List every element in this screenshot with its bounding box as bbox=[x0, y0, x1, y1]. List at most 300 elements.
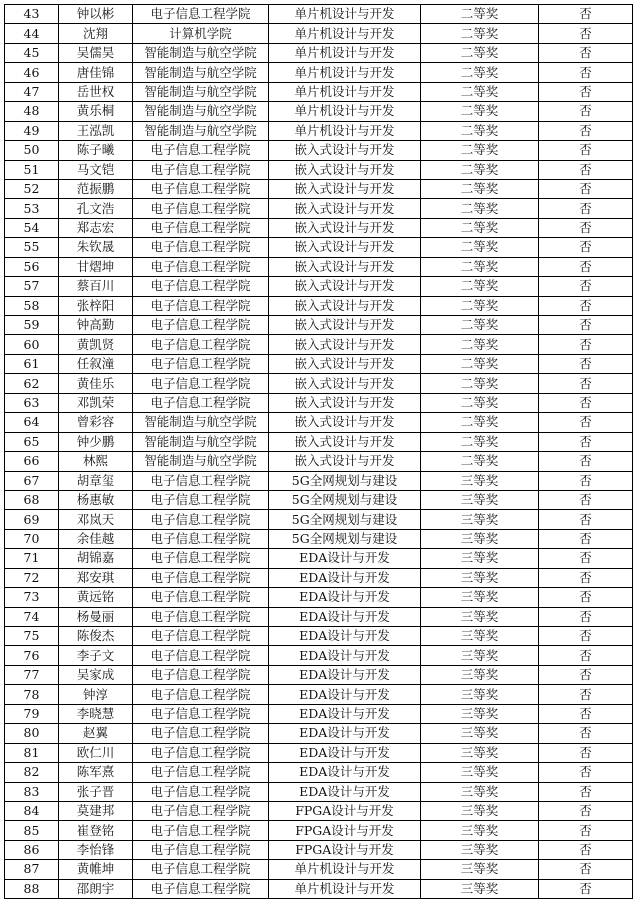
row-number: 79 bbox=[5, 704, 59, 723]
college-name: 电子信息工程学院 bbox=[133, 588, 269, 607]
award-level: 二等奖 bbox=[421, 257, 539, 276]
student-name: 黄佳乐 bbox=[59, 374, 133, 393]
student-name: 陈军熹 bbox=[59, 763, 133, 782]
table-row bbox=[5, 452, 633, 471]
award-level: 二等奖 bbox=[421, 432, 539, 451]
award-level: 二等奖 bbox=[421, 199, 539, 218]
student-name: 吴家成 bbox=[59, 665, 133, 684]
award-level: 三等奖 bbox=[421, 607, 539, 626]
competition-project: EDA设计与开发 bbox=[269, 724, 421, 743]
table-row bbox=[5, 413, 633, 432]
flag-value: 否 bbox=[539, 763, 633, 782]
flag-value: 否 bbox=[539, 801, 633, 820]
student-name: 钟少鹏 bbox=[59, 432, 133, 451]
award-level: 三等奖 bbox=[421, 763, 539, 782]
award-level: 二等奖 bbox=[421, 63, 539, 82]
award-level: 二等奖 bbox=[421, 335, 539, 354]
student-name: 黄乐桐 bbox=[59, 102, 133, 121]
college-name: 电子信息工程学院 bbox=[133, 840, 269, 859]
college-name: 智能制造与航空学院 bbox=[133, 82, 269, 101]
row-number: 82 bbox=[5, 763, 59, 782]
award-level: 二等奖 bbox=[421, 43, 539, 62]
row-number: 71 bbox=[5, 549, 59, 568]
college-name: 电子信息工程学院 bbox=[133, 354, 269, 373]
award-level: 二等奖 bbox=[421, 296, 539, 315]
competition-project: 单片机设计与开发 bbox=[269, 24, 421, 43]
student-name: 余佳越 bbox=[59, 529, 133, 548]
college-name: 智能制造与航空学院 bbox=[133, 432, 269, 451]
award-level: 二等奖 bbox=[421, 82, 539, 101]
student-name: 杨曼丽 bbox=[59, 607, 133, 626]
award-table-body bbox=[5, 5, 633, 899]
flag-value: 否 bbox=[539, 490, 633, 509]
row-number: 81 bbox=[5, 743, 59, 762]
college-name: 电子信息工程学院 bbox=[133, 510, 269, 529]
table-row bbox=[5, 296, 633, 315]
competition-project: 嵌入式设计与开发 bbox=[269, 393, 421, 412]
competition-project: EDA设计与开发 bbox=[269, 607, 421, 626]
row-number: 55 bbox=[5, 238, 59, 257]
college-name: 电子信息工程学院 bbox=[133, 141, 269, 160]
college-name: 智能制造与航空学院 bbox=[133, 102, 269, 121]
award-level: 二等奖 bbox=[421, 24, 539, 43]
student-name: 沈翔 bbox=[59, 24, 133, 43]
flag-value: 否 bbox=[539, 354, 633, 373]
competition-project: 嵌入式设计与开发 bbox=[269, 257, 421, 276]
row-number: 88 bbox=[5, 879, 59, 898]
table-row bbox=[5, 588, 633, 607]
table-row bbox=[5, 5, 633, 24]
table-row bbox=[5, 335, 633, 354]
row-number: 86 bbox=[5, 840, 59, 859]
award-level: 二等奖 bbox=[421, 238, 539, 257]
table-row bbox=[5, 607, 633, 626]
row-number: 62 bbox=[5, 374, 59, 393]
row-number: 64 bbox=[5, 413, 59, 432]
college-name: 电子信息工程学院 bbox=[133, 549, 269, 568]
flag-value: 否 bbox=[539, 179, 633, 198]
award-level: 三等奖 bbox=[421, 471, 539, 490]
flag-value: 否 bbox=[539, 724, 633, 743]
flag-value: 否 bbox=[539, 5, 633, 24]
row-number: 74 bbox=[5, 607, 59, 626]
college-name: 电子信息工程学院 bbox=[133, 277, 269, 296]
student-name: 朱钦晟 bbox=[59, 238, 133, 257]
row-number: 57 bbox=[5, 277, 59, 296]
row-number: 69 bbox=[5, 510, 59, 529]
row-number: 51 bbox=[5, 160, 59, 179]
flag-value: 否 bbox=[539, 860, 633, 879]
competition-project: 单片机设计与开发 bbox=[269, 121, 421, 140]
table-row bbox=[5, 704, 633, 723]
row-number: 73 bbox=[5, 588, 59, 607]
row-number: 63 bbox=[5, 393, 59, 412]
college-name: 电子信息工程学院 bbox=[133, 199, 269, 218]
college-name: 电子信息工程学院 bbox=[133, 238, 269, 257]
award-level: 三等奖 bbox=[421, 801, 539, 820]
student-name: 吴儒昊 bbox=[59, 43, 133, 62]
college-name: 电子信息工程学院 bbox=[133, 665, 269, 684]
competition-project: 单片机设计与开发 bbox=[269, 82, 421, 101]
student-name: 张梓阳 bbox=[59, 296, 133, 315]
flag-value: 否 bbox=[539, 82, 633, 101]
flag-value: 否 bbox=[539, 840, 633, 859]
flag-value: 否 bbox=[539, 63, 633, 82]
award-level: 三等奖 bbox=[421, 821, 539, 840]
student-name: 邓凯荣 bbox=[59, 393, 133, 412]
college-name: 电子信息工程学院 bbox=[133, 646, 269, 665]
award-level: 三等奖 bbox=[421, 743, 539, 762]
flag-value: 否 bbox=[539, 296, 633, 315]
competition-project: 嵌入式设计与开发 bbox=[269, 432, 421, 451]
award-table bbox=[4, 4, 633, 899]
award-level: 三等奖 bbox=[421, 588, 539, 607]
award-level: 三等奖 bbox=[421, 879, 539, 898]
award-level: 二等奖 bbox=[421, 5, 539, 24]
college-name: 电子信息工程学院 bbox=[133, 607, 269, 626]
flag-value: 否 bbox=[539, 452, 633, 471]
award-level: 三等奖 bbox=[421, 490, 539, 509]
college-name: 电子信息工程学院 bbox=[133, 393, 269, 412]
student-name: 黄凯贤 bbox=[59, 335, 133, 354]
row-number: 53 bbox=[5, 199, 59, 218]
row-number: 48 bbox=[5, 102, 59, 121]
competition-project: 嵌入式设计与开发 bbox=[269, 199, 421, 218]
row-number: 70 bbox=[5, 529, 59, 548]
competition-project: 单片机设计与开发 bbox=[269, 5, 421, 24]
student-name: 崔登铭 bbox=[59, 821, 133, 840]
flag-value: 否 bbox=[539, 529, 633, 548]
college-name: 电子信息工程学院 bbox=[133, 316, 269, 335]
table-row bbox=[5, 374, 633, 393]
college-name: 电子信息工程学院 bbox=[133, 490, 269, 509]
flag-value: 否 bbox=[539, 743, 633, 762]
row-number: 77 bbox=[5, 665, 59, 684]
flag-value: 否 bbox=[539, 141, 633, 160]
award-level: 二等奖 bbox=[421, 160, 539, 179]
row-number: 85 bbox=[5, 821, 59, 840]
student-name: 钟高勤 bbox=[59, 316, 133, 335]
row-number: 68 bbox=[5, 490, 59, 509]
flag-value: 否 bbox=[539, 627, 633, 646]
competition-project: 5G全网规划与建设 bbox=[269, 490, 421, 509]
student-name: 郑安琪 bbox=[59, 568, 133, 587]
student-name: 邓岚天 bbox=[59, 510, 133, 529]
table-row bbox=[5, 490, 633, 509]
flag-value: 否 bbox=[539, 218, 633, 237]
competition-project: EDA设计与开发 bbox=[269, 763, 421, 782]
row-number: 87 bbox=[5, 860, 59, 879]
student-name: 黄远铭 bbox=[59, 588, 133, 607]
row-number: 65 bbox=[5, 432, 59, 451]
row-number: 60 bbox=[5, 335, 59, 354]
table-row bbox=[5, 685, 633, 704]
college-name: 智能制造与航空学院 bbox=[133, 413, 269, 432]
flag-value: 否 bbox=[539, 588, 633, 607]
flag-value: 否 bbox=[539, 102, 633, 121]
row-number: 56 bbox=[5, 257, 59, 276]
table-row bbox=[5, 432, 633, 451]
student-name: 欧仁川 bbox=[59, 743, 133, 762]
row-number: 49 bbox=[5, 121, 59, 140]
competition-project: EDA设计与开发 bbox=[269, 568, 421, 587]
award-level: 二等奖 bbox=[421, 354, 539, 373]
college-name: 电子信息工程学院 bbox=[133, 743, 269, 762]
row-number: 75 bbox=[5, 627, 59, 646]
student-name: 钟以彬 bbox=[59, 5, 133, 24]
student-name: 赵翼 bbox=[59, 724, 133, 743]
college-name: 电子信息工程学院 bbox=[133, 724, 269, 743]
table-row bbox=[5, 529, 633, 548]
flag-value: 否 bbox=[539, 510, 633, 529]
row-number: 52 bbox=[5, 179, 59, 198]
award-level: 二等奖 bbox=[421, 277, 539, 296]
award-level: 三等奖 bbox=[421, 860, 539, 879]
row-number: 76 bbox=[5, 646, 59, 665]
row-number: 59 bbox=[5, 316, 59, 335]
college-name: 智能制造与航空学院 bbox=[133, 63, 269, 82]
college-name: 智能制造与航空学院 bbox=[133, 452, 269, 471]
award-level: 二等奖 bbox=[421, 413, 539, 432]
competition-project: EDA设计与开发 bbox=[269, 665, 421, 684]
flag-value: 否 bbox=[539, 821, 633, 840]
flag-value: 否 bbox=[539, 335, 633, 354]
student-name: 陈俊杰 bbox=[59, 627, 133, 646]
row-number: 47 bbox=[5, 82, 59, 101]
table-row bbox=[5, 43, 633, 62]
college-name: 计算机学院 bbox=[133, 24, 269, 43]
table-row bbox=[5, 179, 633, 198]
competition-project: 5G全网规划与建设 bbox=[269, 529, 421, 548]
table-row bbox=[5, 568, 633, 587]
student-name: 邵朗宇 bbox=[59, 879, 133, 898]
row-number: 58 bbox=[5, 296, 59, 315]
table-row bbox=[5, 238, 633, 257]
student-name: 甘熠坤 bbox=[59, 257, 133, 276]
student-name: 岳世权 bbox=[59, 82, 133, 101]
flag-value: 否 bbox=[539, 277, 633, 296]
student-name: 张子晋 bbox=[59, 782, 133, 801]
college-name: 电子信息工程学院 bbox=[133, 763, 269, 782]
flag-value: 否 bbox=[539, 393, 633, 412]
college-name: 电子信息工程学院 bbox=[133, 5, 269, 24]
table-row bbox=[5, 218, 633, 237]
student-name: 莫建邦 bbox=[59, 801, 133, 820]
flag-value: 否 bbox=[539, 199, 633, 218]
competition-project: 嵌入式设计与开发 bbox=[269, 141, 421, 160]
table-row bbox=[5, 646, 633, 665]
college-name: 电子信息工程学院 bbox=[133, 801, 269, 820]
college-name: 电子信息工程学院 bbox=[133, 160, 269, 179]
student-name: 曾彩容 bbox=[59, 413, 133, 432]
table-row bbox=[5, 510, 633, 529]
competition-project: 单片机设计与开发 bbox=[269, 43, 421, 62]
table-row bbox=[5, 82, 633, 101]
table-row bbox=[5, 121, 633, 140]
award-level: 三等奖 bbox=[421, 646, 539, 665]
award-level: 三等奖 bbox=[421, 840, 539, 859]
college-name: 电子信息工程学院 bbox=[133, 782, 269, 801]
flag-value: 否 bbox=[539, 374, 633, 393]
award-level: 三等奖 bbox=[421, 627, 539, 646]
award-level: 三等奖 bbox=[421, 782, 539, 801]
table-row bbox=[5, 316, 633, 335]
table-row bbox=[5, 821, 633, 840]
table-row bbox=[5, 665, 633, 684]
college-name: 智能制造与航空学院 bbox=[133, 121, 269, 140]
student-name: 唐佳锦 bbox=[59, 63, 133, 82]
flag-value: 否 bbox=[539, 432, 633, 451]
table-row bbox=[5, 471, 633, 490]
award-level: 三等奖 bbox=[421, 704, 539, 723]
competition-project: 嵌入式设计与开发 bbox=[269, 413, 421, 432]
competition-project: 嵌入式设计与开发 bbox=[269, 277, 421, 296]
table-row bbox=[5, 393, 633, 412]
competition-project: 单片机设计与开发 bbox=[269, 860, 421, 879]
award-level: 二等奖 bbox=[421, 141, 539, 160]
flag-value: 否 bbox=[539, 413, 633, 432]
flag-value: 否 bbox=[539, 160, 633, 179]
college-name: 电子信息工程学院 bbox=[133, 529, 269, 548]
flag-value: 否 bbox=[539, 665, 633, 684]
table-row bbox=[5, 160, 633, 179]
college-name: 电子信息工程学院 bbox=[133, 335, 269, 354]
student-name: 胡锦嘉 bbox=[59, 549, 133, 568]
college-name: 电子信息工程学院 bbox=[133, 821, 269, 840]
flag-value: 否 bbox=[539, 316, 633, 335]
competition-project: 5G全网规划与建设 bbox=[269, 510, 421, 529]
competition-project: FPGA设计与开发 bbox=[269, 821, 421, 840]
flag-value: 否 bbox=[539, 471, 633, 490]
table-row bbox=[5, 627, 633, 646]
competition-project: 嵌入式设计与开发 bbox=[269, 374, 421, 393]
award-level: 二等奖 bbox=[421, 393, 539, 412]
row-number: 45 bbox=[5, 43, 59, 62]
competition-project: EDA设计与开发 bbox=[269, 646, 421, 665]
competition-project: FPGA设计与开发 bbox=[269, 801, 421, 820]
student-name: 范振鹏 bbox=[59, 179, 133, 198]
table-row bbox=[5, 199, 633, 218]
table-row bbox=[5, 840, 633, 859]
flag-value: 否 bbox=[539, 568, 633, 587]
college-name: 电子信息工程学院 bbox=[133, 257, 269, 276]
competition-project: EDA设计与开发 bbox=[269, 782, 421, 801]
student-name: 杨惠敏 bbox=[59, 490, 133, 509]
table-row bbox=[5, 724, 633, 743]
row-number: 43 bbox=[5, 5, 59, 24]
competition-project: EDA设计与开发 bbox=[269, 549, 421, 568]
award-level: 三等奖 bbox=[421, 724, 539, 743]
row-number: 83 bbox=[5, 782, 59, 801]
row-number: 66 bbox=[5, 452, 59, 471]
competition-project: EDA设计与开发 bbox=[269, 685, 421, 704]
row-number: 46 bbox=[5, 63, 59, 82]
row-number: 80 bbox=[5, 724, 59, 743]
competition-project: 5G全网规划与建设 bbox=[269, 471, 421, 490]
row-number: 67 bbox=[5, 471, 59, 490]
student-name: 孔文浩 bbox=[59, 199, 133, 218]
college-name: 智能制造与航空学院 bbox=[133, 43, 269, 62]
table-row bbox=[5, 801, 633, 820]
college-name: 电子信息工程学院 bbox=[133, 218, 269, 237]
competition-project: 嵌入式设计与开发 bbox=[269, 179, 421, 198]
college-name: 电子信息工程学院 bbox=[133, 179, 269, 198]
table-row bbox=[5, 141, 633, 160]
competition-project: 嵌入式设计与开发 bbox=[269, 354, 421, 373]
row-number: 84 bbox=[5, 801, 59, 820]
table-row bbox=[5, 763, 633, 782]
student-name: 李子文 bbox=[59, 646, 133, 665]
award-level: 三等奖 bbox=[421, 665, 539, 684]
award-level: 二等奖 bbox=[421, 179, 539, 198]
student-name: 蔡百川 bbox=[59, 277, 133, 296]
competition-project: 单片机设计与开发 bbox=[269, 63, 421, 82]
competition-project: 嵌入式设计与开发 bbox=[269, 335, 421, 354]
row-number: 72 bbox=[5, 568, 59, 587]
table-row bbox=[5, 879, 633, 898]
table-row bbox=[5, 743, 633, 762]
competition-project: 嵌入式设计与开发 bbox=[269, 160, 421, 179]
flag-value: 否 bbox=[539, 704, 633, 723]
row-number: 78 bbox=[5, 685, 59, 704]
award-level: 二等奖 bbox=[421, 102, 539, 121]
award-level: 二等奖 bbox=[421, 316, 539, 335]
row-number: 50 bbox=[5, 141, 59, 160]
student-name: 陈子曦 bbox=[59, 141, 133, 160]
competition-project: EDA设计与开发 bbox=[269, 743, 421, 762]
award-level: 二等奖 bbox=[421, 218, 539, 237]
college-name: 电子信息工程学院 bbox=[133, 685, 269, 704]
flag-value: 否 bbox=[539, 238, 633, 257]
student-name: 黄帷坤 bbox=[59, 860, 133, 879]
award-level: 二等奖 bbox=[421, 374, 539, 393]
student-name: 钟淳 bbox=[59, 685, 133, 704]
competition-project: EDA设计与开发 bbox=[269, 627, 421, 646]
competition-project: 嵌入式设计与开发 bbox=[269, 238, 421, 257]
flag-value: 否 bbox=[539, 646, 633, 665]
table-row bbox=[5, 782, 633, 801]
award-level: 三等奖 bbox=[421, 549, 539, 568]
flag-value: 否 bbox=[539, 607, 633, 626]
student-name: 李晓慧 bbox=[59, 704, 133, 723]
table-row bbox=[5, 549, 633, 568]
row-number: 54 bbox=[5, 218, 59, 237]
award-level: 二等奖 bbox=[421, 121, 539, 140]
competition-project: EDA设计与开发 bbox=[269, 588, 421, 607]
college-name: 电子信息工程学院 bbox=[133, 296, 269, 315]
flag-value: 否 bbox=[539, 121, 633, 140]
table-row bbox=[5, 860, 633, 879]
competition-project: 嵌入式设计与开发 bbox=[269, 316, 421, 335]
student-name: 李怡锋 bbox=[59, 840, 133, 859]
competition-project: 嵌入式设计与开发 bbox=[269, 296, 421, 315]
college-name: 电子信息工程学院 bbox=[133, 860, 269, 879]
college-name: 电子信息工程学院 bbox=[133, 568, 269, 587]
college-name: 电子信息工程学院 bbox=[133, 704, 269, 723]
table-row bbox=[5, 63, 633, 82]
student-name: 马文铠 bbox=[59, 160, 133, 179]
student-name: 郑志宏 bbox=[59, 218, 133, 237]
row-number: 61 bbox=[5, 354, 59, 373]
flag-value: 否 bbox=[539, 24, 633, 43]
college-name: 电子信息工程学院 bbox=[133, 374, 269, 393]
flag-value: 否 bbox=[539, 257, 633, 276]
table-row bbox=[5, 102, 633, 121]
table-row bbox=[5, 277, 633, 296]
flag-value: 否 bbox=[539, 549, 633, 568]
flag-value: 否 bbox=[539, 43, 633, 62]
college-name: 电子信息工程学院 bbox=[133, 627, 269, 646]
